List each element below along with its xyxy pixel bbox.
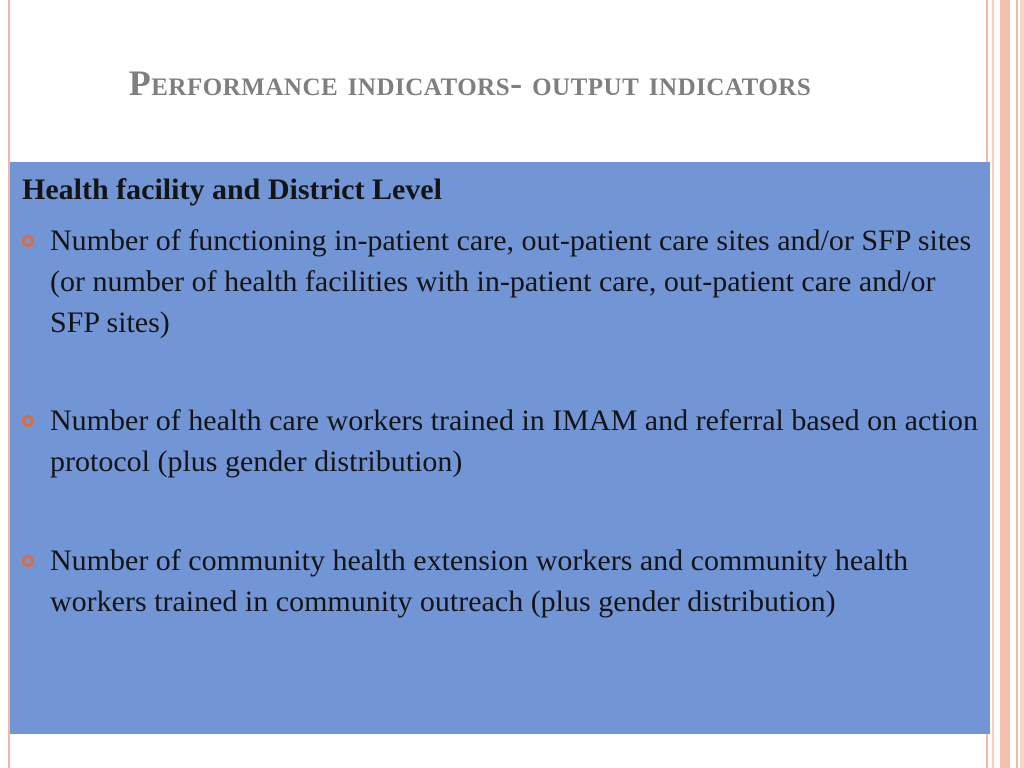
circle-bullet-icon — [22, 555, 34, 567]
bullet-text: Number of health care workers trained in IMAM and referral based on action protocol (plus gender distribution) — [50, 404, 978, 478]
bullet-item — [22, 220, 982, 343]
stripe — [1000, 0, 1010, 768]
right-decorative-stripes — [984, 0, 1024, 768]
bullet-item — [22, 400, 982, 482]
circle-bullet-icon — [22, 235, 34, 247]
stripe — [1016, 0, 1018, 768]
slide-title: Performance indicators- output indicators — [128, 63, 812, 103]
circle-bullet-icon — [22, 415, 34, 427]
bullet-text: Number of functioning in-patient care, out-patient care sites and/or SFP sites (or number of health facilities with in-patient care, out-patient care and/or SFP sites) — [50, 224, 972, 339]
stripe — [1020, 0, 1024, 768]
section-heading: Health facility and District Level — [22, 173, 442, 206]
stripe — [992, 0, 994, 768]
bullet-item — [22, 540, 982, 622]
bullet-text: Number of community health extension workers and community health workers trained in community outreach (plus gender distribution) — [50, 544, 909, 618]
